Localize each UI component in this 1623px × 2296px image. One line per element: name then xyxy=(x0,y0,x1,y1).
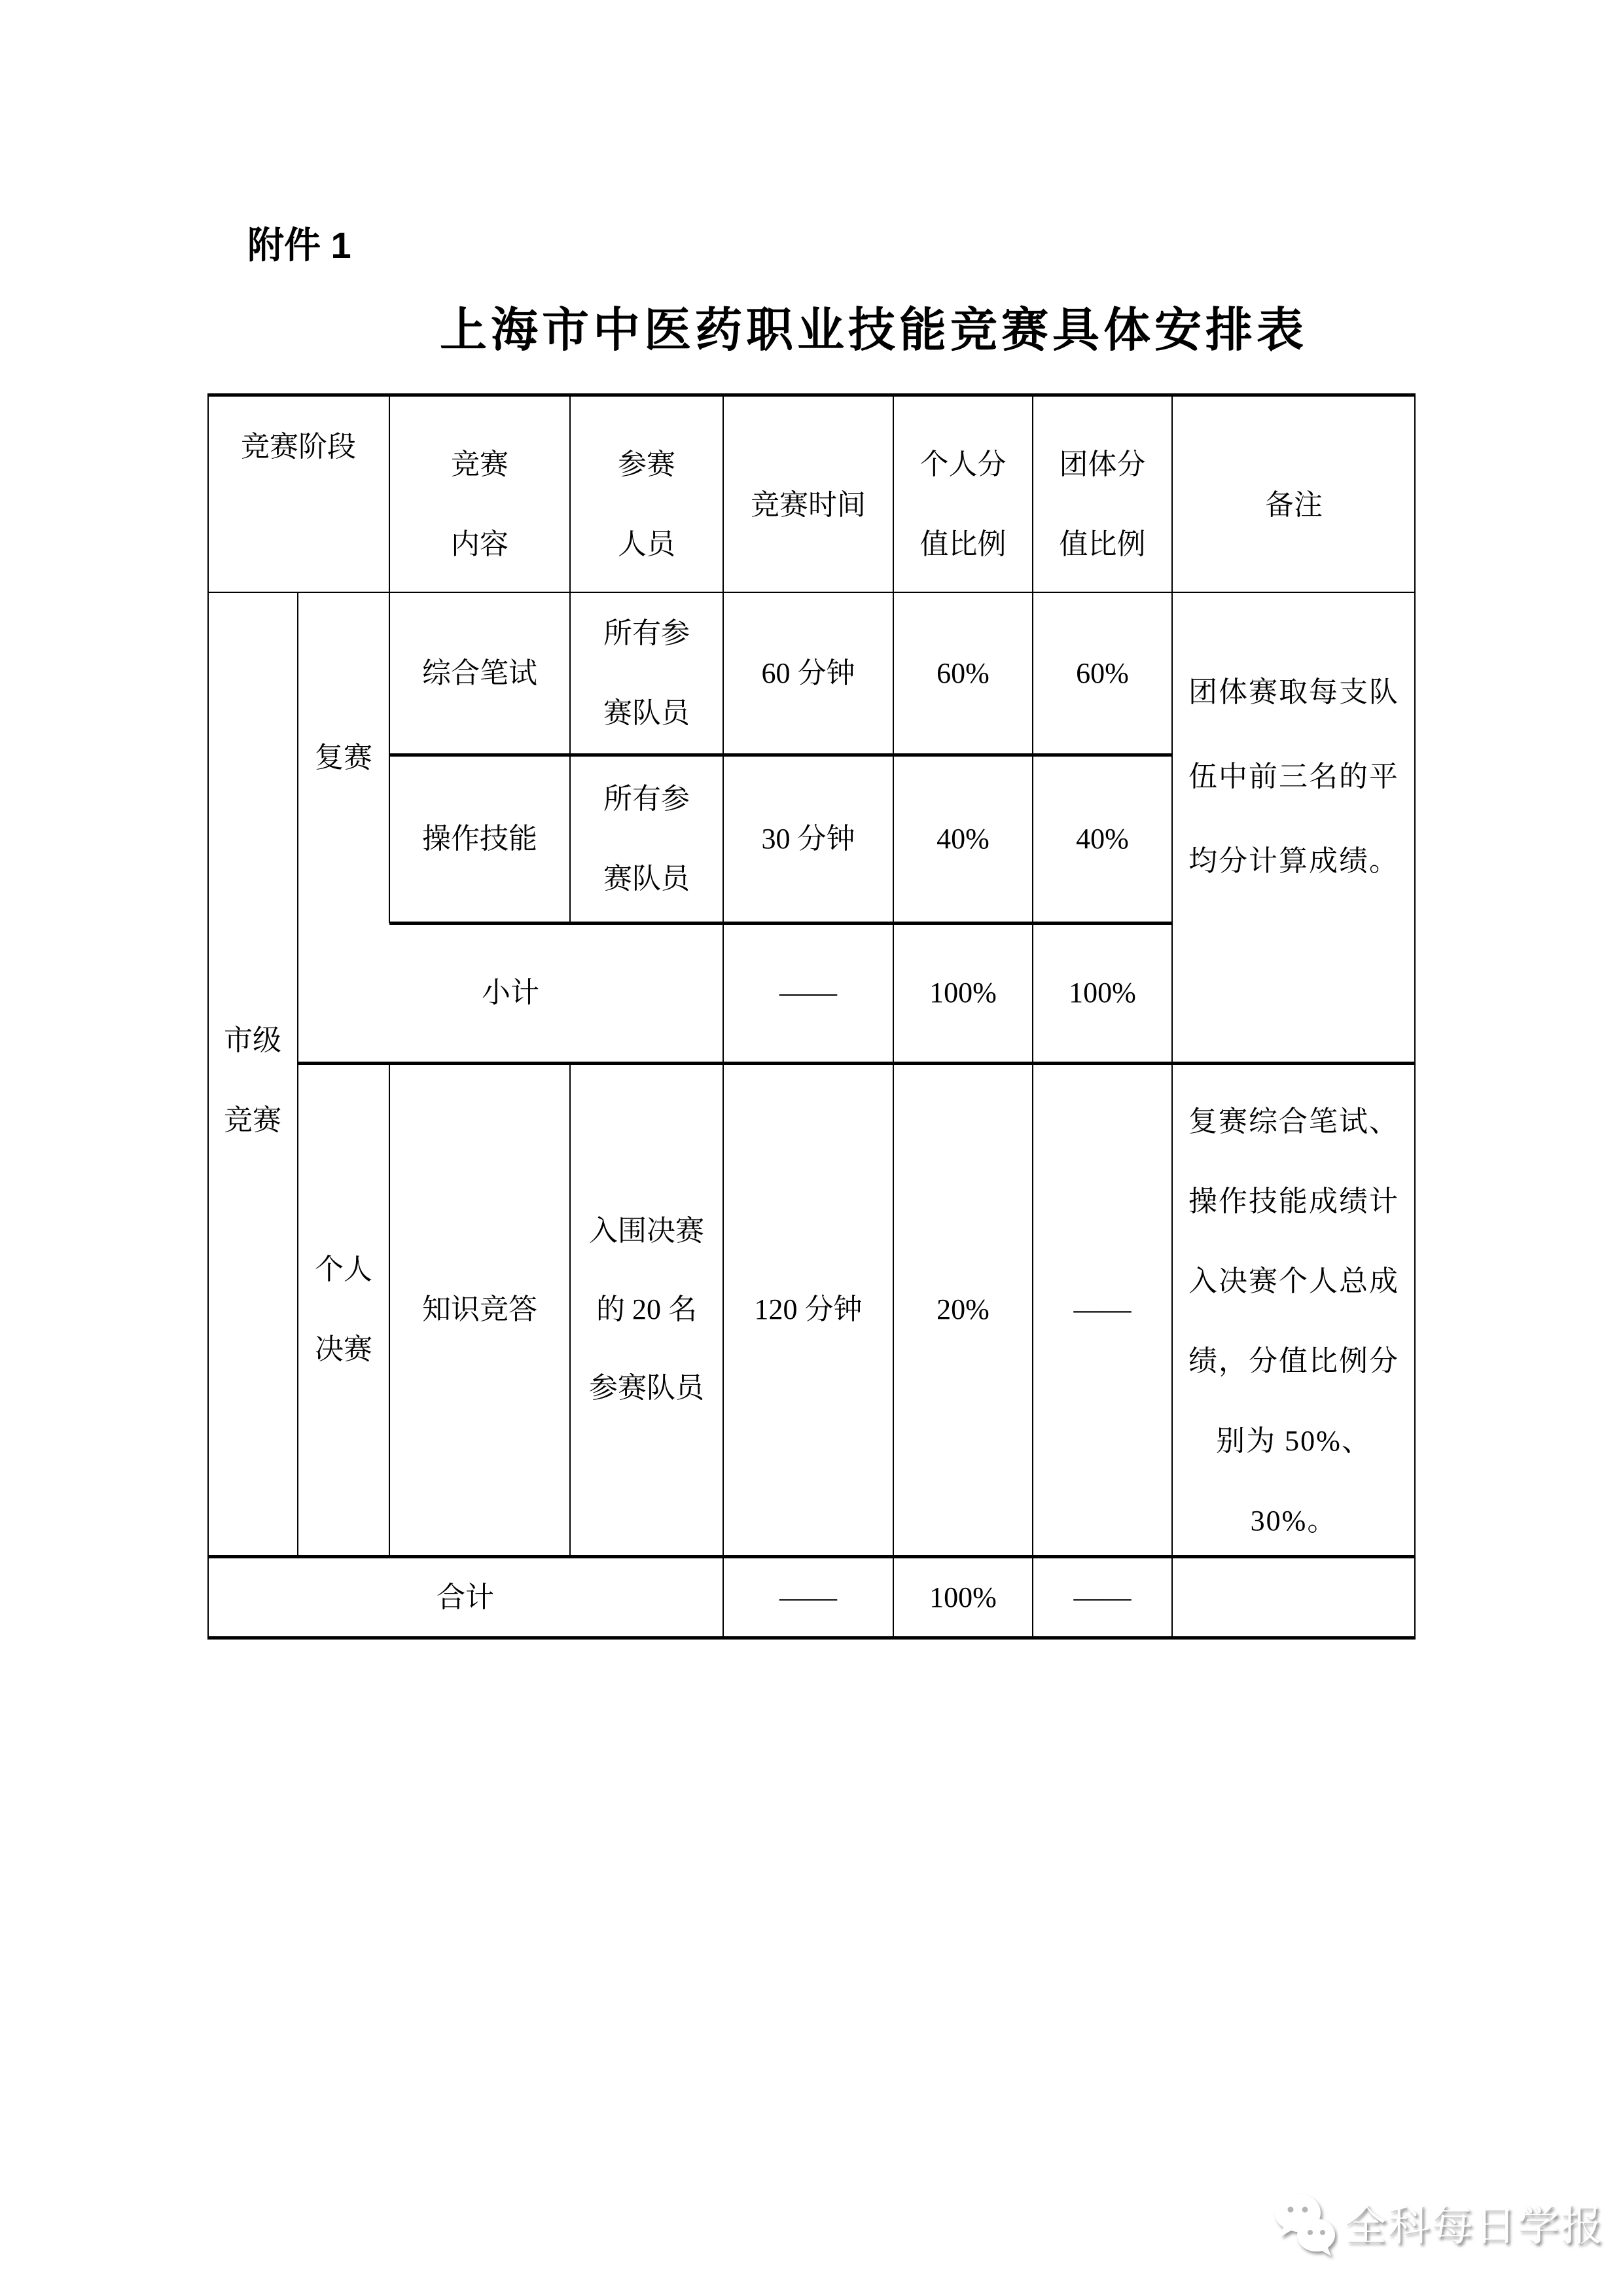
total-time-cell: —— xyxy=(779,1581,837,1613)
watermark-text: 全科每日学报 xyxy=(1345,2203,1604,2250)
header-cell-individual: 个人分 值比例 xyxy=(919,448,1007,560)
subtotal-time-cell: —— xyxy=(779,977,837,1009)
final-team-cell: —— xyxy=(1073,1293,1132,1325)
total-label-cell: 合计 xyxy=(437,1581,494,1613)
semifinal-row1-individual-cell: 60% xyxy=(936,657,990,689)
semifinal-row1-content-cell: 综合笔试 xyxy=(422,657,537,689)
subtotal-individual-cell: 100% xyxy=(929,977,997,1009)
total-remarks-cell xyxy=(1172,1556,1416,1638)
header-cell-team: 团体分 值比例 xyxy=(1059,448,1146,560)
attachment-label: 附件 1 xyxy=(247,224,351,266)
stage-group-cell: 市级 竞赛 xyxy=(224,1024,281,1136)
semifinal-row1-time-cell: 60 分钟 xyxy=(761,657,855,689)
total-team-cell: —— xyxy=(1073,1581,1132,1613)
final-participants-cell: 入围决赛 的 20 名 参赛队员 xyxy=(589,1215,704,1404)
semifinal-row2-individual-cell: 40% xyxy=(936,822,990,855)
subtotal-team-cell: 100% xyxy=(1069,977,1136,1009)
semifinal-row1-team-cell: 60% xyxy=(1076,657,1129,689)
header-cell-participants: 参赛 人员 xyxy=(618,448,675,560)
page-title: 上海市中医药职业技能竞赛具体安排表 xyxy=(440,304,1308,357)
header-stage-label: 竞赛阶段 xyxy=(241,431,356,463)
final-individual-cell: 20% xyxy=(936,1293,990,1325)
semifinal-label-cell: 复赛 xyxy=(315,741,372,774)
semifinal-row2-participants-cell: 所有参 赛队员 xyxy=(603,782,690,895)
semifinal-row1-participants-cell: 所有参 赛队员 xyxy=(603,617,690,729)
watermark xyxy=(1273,2191,1604,2262)
header-cell-remarks: 备注 xyxy=(1265,489,1323,521)
wechat-icon xyxy=(1273,2191,1338,2262)
final-label-cell: 个人 决赛 xyxy=(315,1253,372,1365)
header-cell-stage xyxy=(207,395,389,605)
final-content-cell: 知识竞答 xyxy=(422,1293,537,1325)
final-time-cell: 120 分钟 xyxy=(754,1293,863,1325)
header-cell-content: 竞赛 内容 xyxy=(451,448,508,560)
semifinal-row2-content-cell: 操作技能 xyxy=(422,822,537,855)
semifinal-row2-time-cell: 30 分钟 xyxy=(761,822,855,855)
competition-schedule-table xyxy=(207,395,1416,1638)
subtotal-label-cell: 小计 xyxy=(482,977,539,1009)
semifinal-remarks-cell: 团体赛取每支队 伍中前三名的平 均分计算成绩。 xyxy=(1188,676,1399,877)
semifinal-row2-team-cell: 40% xyxy=(1076,822,1129,855)
header-cell-time: 竞赛时间 xyxy=(751,489,866,521)
final-remarks-cell: 复赛综合笔试、 操作技能成绩计 入决赛个人总成 绩，分值比例分 别为 50%、 30%。 xyxy=(1188,1105,1399,1537)
total-individual-cell: 100% xyxy=(929,1581,997,1613)
